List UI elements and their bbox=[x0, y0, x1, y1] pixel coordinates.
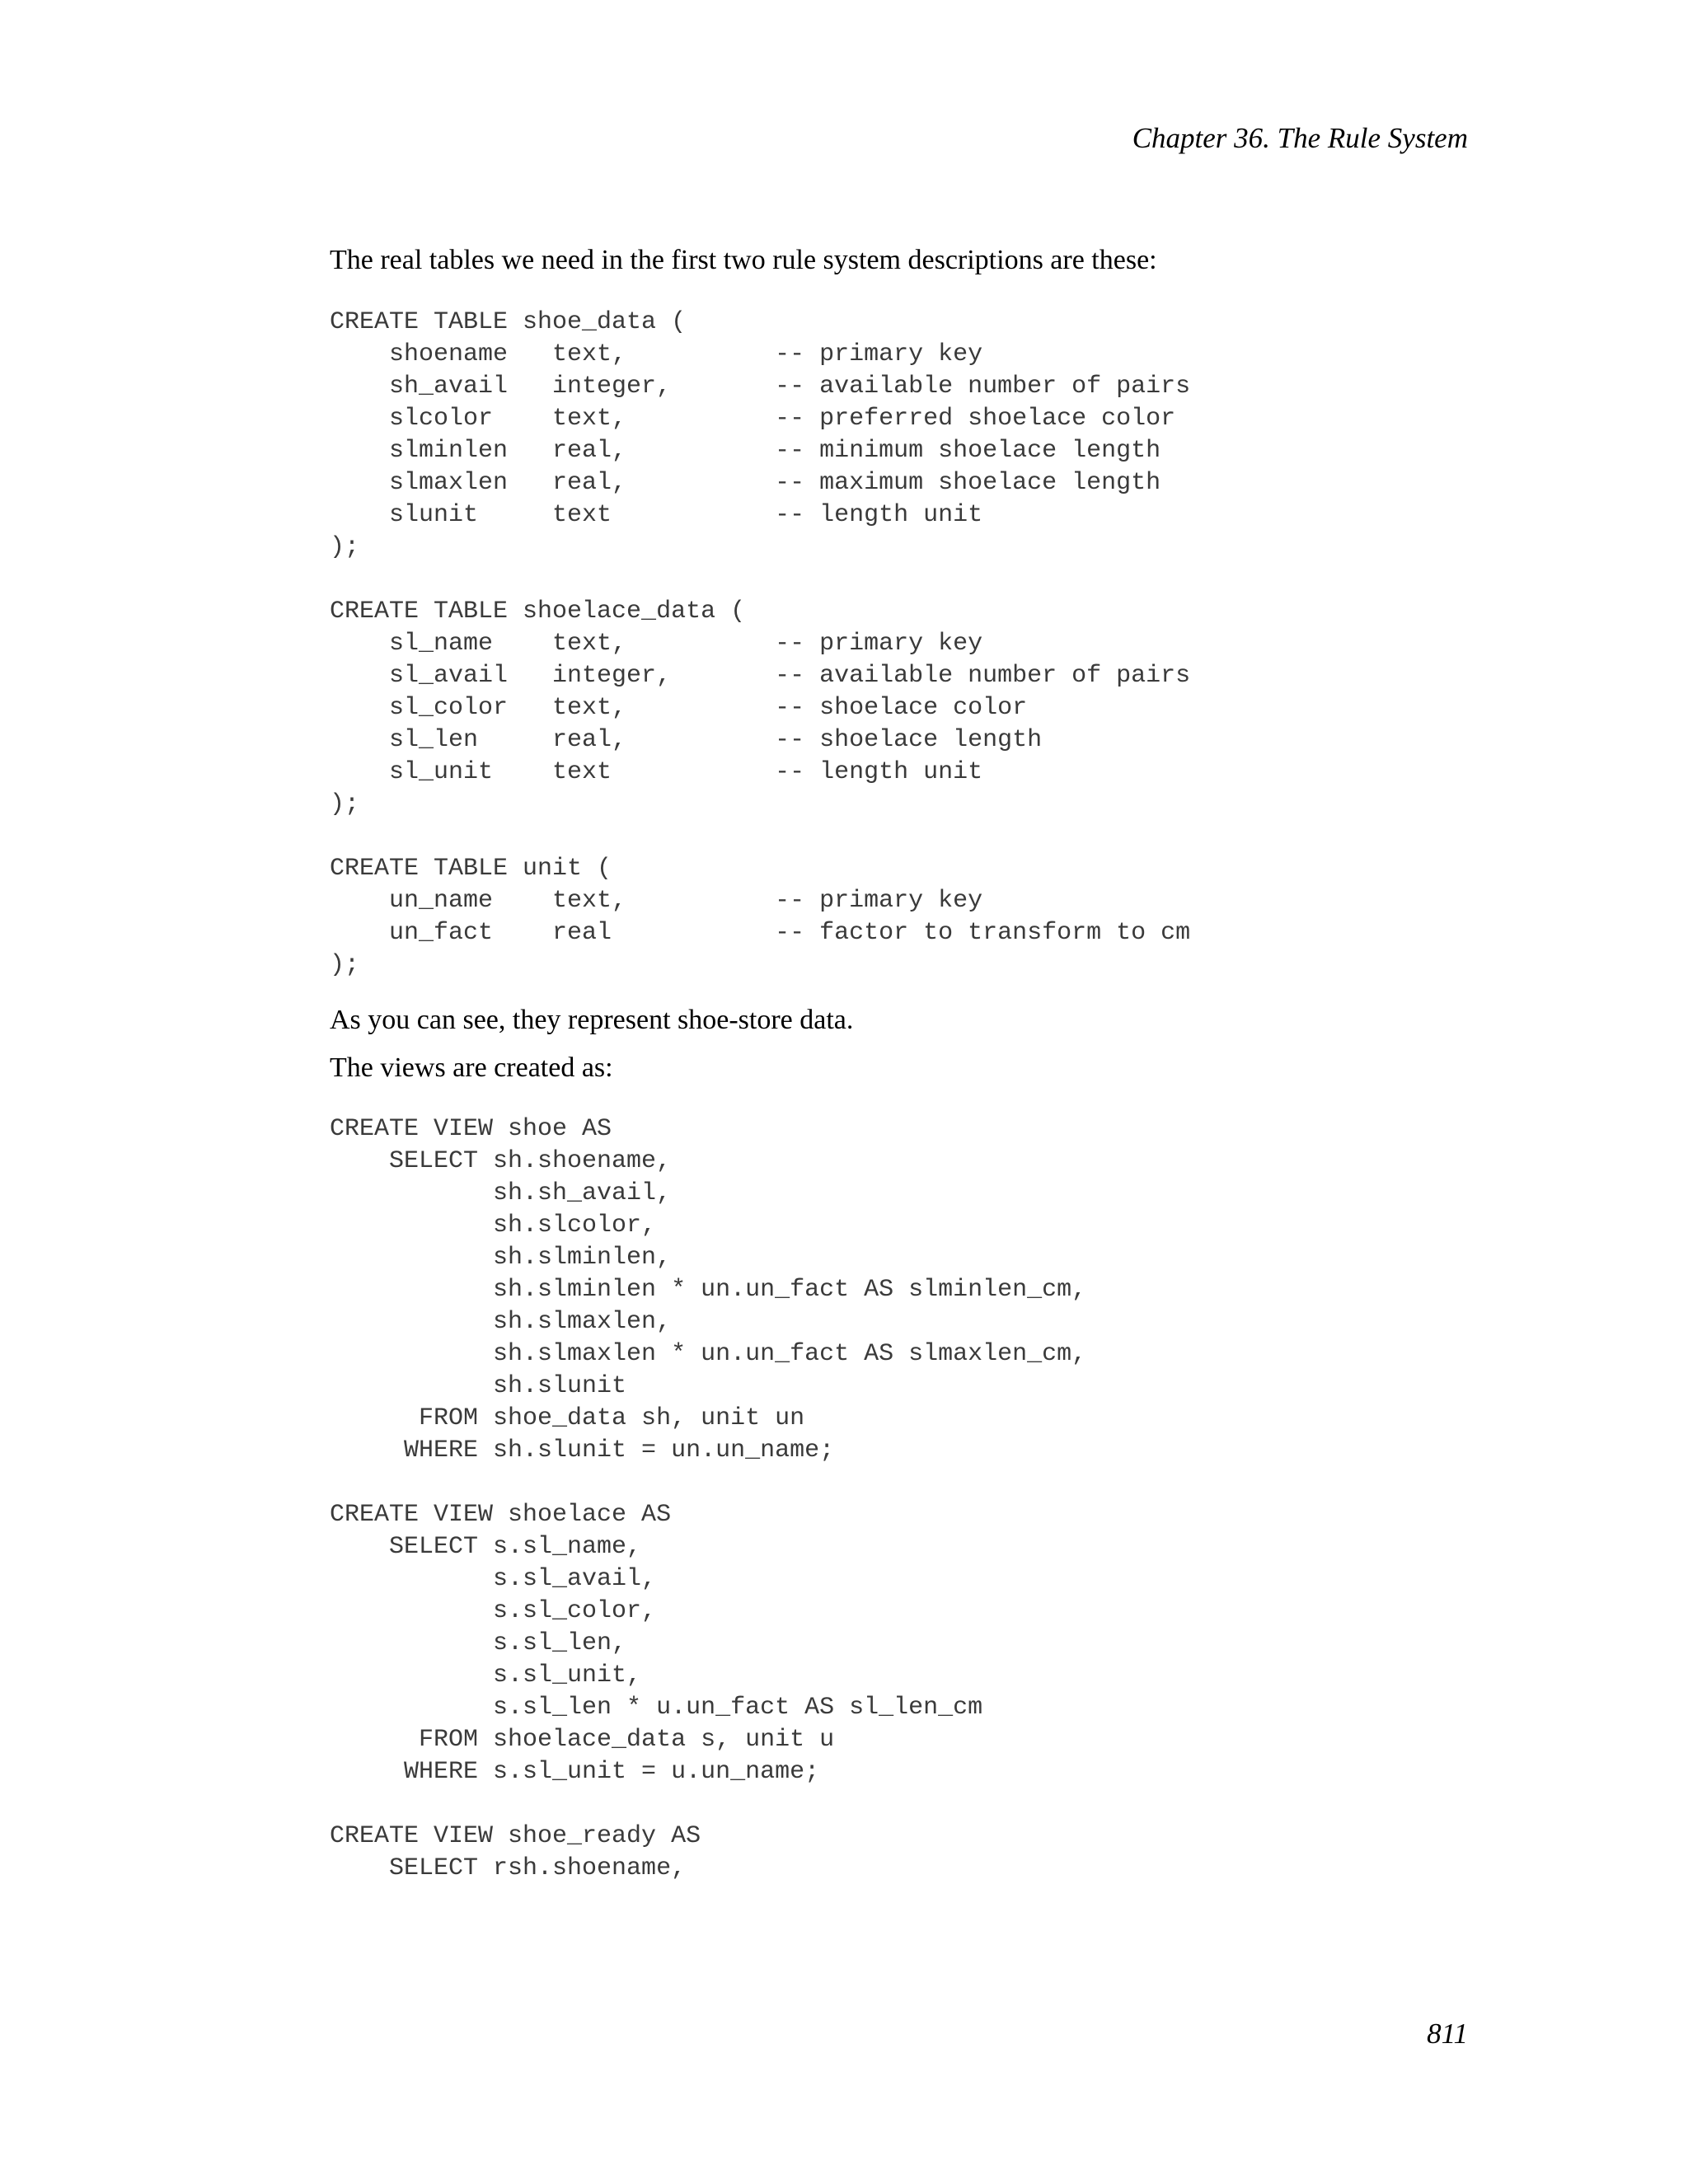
views-intro-paragraph: The views are created as: bbox=[330, 1052, 613, 1083]
page-number: 811 bbox=[1427, 2018, 1468, 2050]
running-header: Chapter 36. The Rule System bbox=[1132, 122, 1468, 154]
intro-paragraph: The real tables we need in the first two rule system descriptions are these: bbox=[330, 245, 1157, 275]
code-block-tables: CREATE TABLE shoe_data ( shoename text, -- primary key sh_avail integer, -- available number of pairs slcolor text, -- preferred shoelace color slminlen real, -- minimum shoelace length slmaxlen real, -- maximum shoelace length slunit text -- length unit ); CREATE TABLE shoelace_data ( sl_name text, -- primary key sl_avail integer, -- available number of pairs sl_color text, -- shoelace color sl_len real, -- shoelace length sl_unit text -- length unit ); CREATE TABLE unit ( un_name text, -- primary key un_fact real -- factor to transform to cm ); bbox=[330, 308, 1191, 979]
tables-summary-paragraph: As you can see, they represent shoe-store data. bbox=[330, 1005, 854, 1035]
code-block-views: CREATE VIEW shoe AS SELECT sh.shoename, sh.sh_avail, sh.slcolor, sh.slminlen, sh.slminlen * un.un_fact AS slminlen_cm, sh.slmaxlen, sh.slmaxlen * un.un_fact AS slmaxlen_cm, sh.slunit FROM shoe_data sh, unit un WHERE sh.slunit = un.un_name; CREATE VIEW shoelace AS SELECT s.sl_name, s.sl_avail, s.sl_color, s.sl_len, s.sl_unit, s.sl_len * u.un_fact AS sl_len_cm FROM shoelace_data s, unit u WHERE s.sl_unit = u.un_name; CREATE VIEW shoe_ready AS SELECT rsh.shoename, bbox=[330, 1115, 1087, 1882]
